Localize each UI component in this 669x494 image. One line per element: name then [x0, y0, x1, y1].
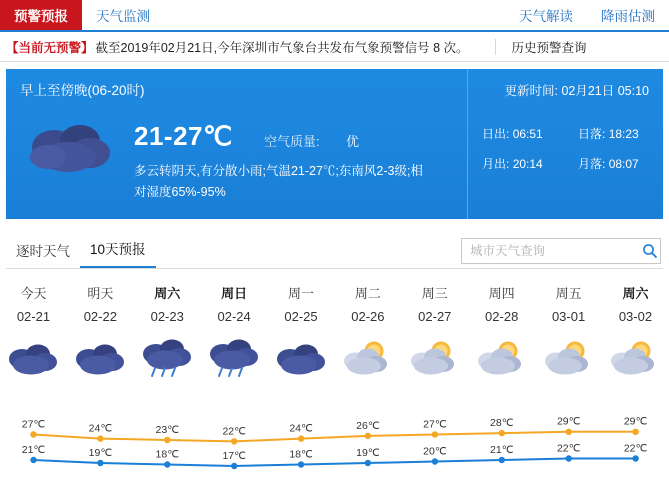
moonrise-label: 月出: — [482, 157, 510, 171]
light-rain-icon — [134, 331, 201, 387]
forecast-day-name: 周日 — [221, 286, 248, 301]
alert-bar — [0, 32, 669, 62]
svg-text:19℃: 19℃ — [88, 447, 113, 459]
forecast-day-column[interactable] — [134, 275, 201, 387]
forecast-day-name: 明天 — [87, 286, 114, 301]
sun-cloud-icon — [401, 331, 468, 387]
cloudy-icon — [67, 331, 134, 387]
forecast-day-name: 周五 — [555, 286, 582, 301]
search-icon[interactable] — [639, 239, 660, 263]
svg-text:22℃: 22℃ — [556, 442, 581, 455]
forecast-day-column[interactable] — [602, 275, 669, 387]
forecast-date: 02-28 — [485, 309, 519, 324]
moonset-value: 08:07 — [608, 157, 639, 171]
forecast-day-name: 周四 — [488, 286, 515, 301]
forecast-day-column[interactable] — [334, 275, 401, 387]
forecast-day-name: 周六 — [154, 286, 181, 301]
svg-text:21℃: 21℃ — [21, 444, 46, 456]
update-time-label: 更新时间: — [504, 84, 558, 98]
panel-period-title: 早上至傍晚(06-20时) — [20, 83, 145, 98]
cloud-icon — [24, 117, 116, 184]
forecast-day-name: 周一 — [288, 286, 315, 301]
air-quality-value: 优 — [346, 134, 360, 149]
forecast-date: 02-26 — [351, 309, 385, 324]
forecast-day-name: 周二 — [354, 286, 381, 301]
svg-text:24℃: 24℃ — [88, 422, 113, 435]
tab-hourly-weather[interactable]: 逐时天气 — [16, 244, 70, 259]
sunrise-row — [482, 125, 543, 142]
forecast-day-column[interactable] — [535, 275, 602, 387]
sunset-value: 18:23 — [608, 127, 639, 141]
sunrise-label: 日出: — [482, 127, 510, 141]
nav-tab-forecast[interactable]: 预警预报 — [0, 0, 82, 30]
forecast-day-name: 周三 — [421, 286, 448, 301]
sun-cloud-icon — [468, 331, 535, 387]
forecast-day-column[interactable] — [468, 275, 535, 387]
forecast-day-name: 今天 — [20, 286, 47, 301]
forecast-date: 02-27 — [418, 309, 452, 324]
forecast-day-column[interactable] — [268, 275, 335, 387]
city-search-box[interactable] — [461, 238, 661, 264]
sunrise-value: 06:51 — [512, 127, 543, 141]
forecast-day-column[interactable] — [201, 275, 268, 387]
top-navigation — [0, 0, 669, 32]
alert-summary-text: 截至2019年02月21日,今年深圳市气象台共发布气象预警信号 8 次。 — [95, 40, 469, 55]
tab-ten-day-forecast[interactable]: 10天预报 — [80, 238, 156, 268]
alert-history-link[interactable]: 历史预警查询 — [511, 40, 587, 55]
moonrise-row — [482, 155, 543, 172]
forecast-day-column[interactable] — [401, 275, 468, 387]
search-input[interactable] — [462, 239, 639, 263]
forecast-date: 03-02 — [618, 309, 653, 324]
svg-text:18℃: 18℃ — [289, 448, 313, 461]
svg-text:26℃: 26℃ — [356, 419, 380, 432]
sunset-label: 日落: — [578, 127, 606, 141]
sun-cloud-icon — [602, 331, 669, 387]
forecast-tab-row — [6, 233, 663, 269]
svg-text:21℃: 21℃ — [490, 444, 514, 456]
forecast-date: 02-25 — [284, 309, 318, 324]
moonrise-value: 20:14 — [512, 157, 543, 171]
top-navigation-right — [505, 0, 669, 30]
svg-text:27℃: 27℃ — [423, 418, 447, 431]
light-rain-icon — [201, 331, 268, 387]
forecast-day-column[interactable] — [67, 275, 134, 387]
temperature-chart — [0, 415, 669, 475]
sun-cloud-icon — [535, 331, 602, 387]
panel-side-info — [467, 69, 663, 219]
cloudy-icon — [0, 331, 67, 387]
forecast-date: 02-23 — [150, 309, 184, 324]
nav-tab-rainfall-estimation[interactable]: 降雨估测 — [601, 9, 655, 24]
svg-text:29℃: 29℃ — [556, 415, 581, 428]
svg-text:22℃: 22℃ — [623, 442, 648, 455]
current-weather-panel — [6, 69, 663, 219]
update-time-row — [504, 81, 649, 99]
forecast-date: 02-22 — [83, 309, 117, 324]
alert-divider — [495, 39, 496, 55]
svg-text:28℃: 28℃ — [490, 417, 514, 430]
alert-status-badge: 【当前无预警】 — [6, 40, 94, 55]
svg-text:19℃: 19℃ — [356, 447, 380, 459]
forecast-day-name: 周六 — [622, 286, 649, 301]
update-time-value: 02月21日 05:10 — [561, 84, 649, 98]
weather-description: 多云转阴天,有分散小雨;气温21-27℃;东南风2-3级;相对湿度65%-95% — [134, 164, 423, 199]
forecast-date: 02-21 — [16, 309, 51, 324]
sunset-row — [578, 125, 639, 142]
svg-text:20℃: 20℃ — [423, 445, 447, 458]
forecast-columns — [0, 275, 669, 387]
nav-tab-weather-interpretation[interactable]: 天气解读 — [519, 9, 573, 24]
svg-text:29℃: 29℃ — [623, 415, 648, 428]
svg-text:18℃: 18℃ — [155, 448, 180, 461]
moonset-row — [578, 155, 639, 172]
svg-text:27℃: 27℃ — [21, 418, 46, 431]
nav-tab-monitoring[interactable]: 天气监测 — [96, 9, 150, 24]
sun-cloud-icon — [334, 331, 401, 387]
current-temperature: 21-27℃ — [134, 121, 233, 151]
svg-text:22℃: 22℃ — [222, 425, 246, 438]
svg-text:23℃: 23℃ — [155, 424, 180, 436]
ten-day-forecast — [0, 275, 669, 475]
svg-text:24℃: 24℃ — [289, 422, 313, 435]
forecast-date: 02-24 — [217, 309, 251, 324]
air-quality-label: 空气质量: — [264, 134, 320, 149]
svg-text:17℃: 17℃ — [222, 450, 246, 462]
cloudy-icon — [268, 331, 335, 387]
forecast-day-column[interactable] — [0, 275, 67, 387]
forecast-date: 03-01 — [551, 309, 586, 324]
moonset-label: 月落: — [578, 157, 606, 171]
